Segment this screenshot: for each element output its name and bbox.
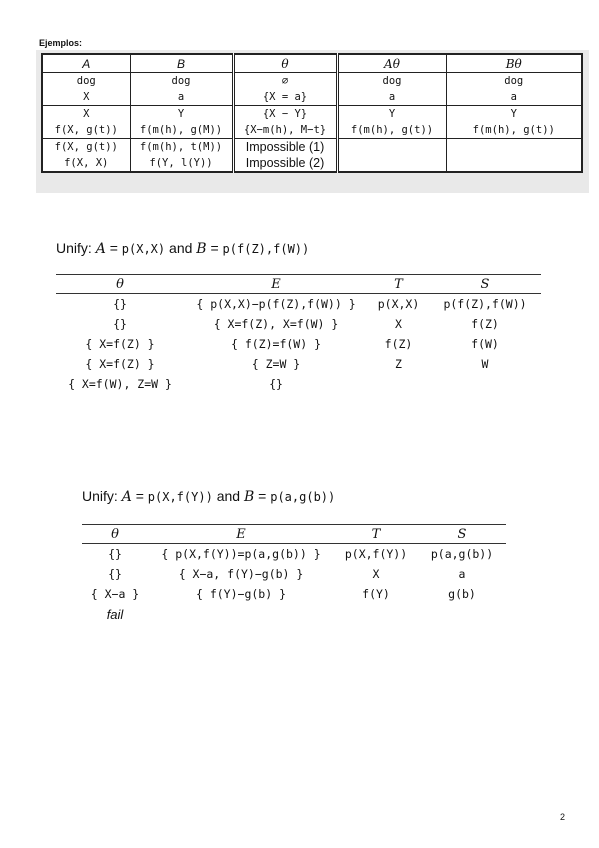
table-cell: f(X, g(t)) f(X, X) xyxy=(42,139,130,173)
table-cell: Y f(m(h), g(t)) xyxy=(337,106,446,139)
table-row xyxy=(56,314,541,334)
table-cell: { X−a, f(Y)−g(b) } xyxy=(178,567,304,581)
section-heading: Ejemplos: xyxy=(39,38,83,48)
table-cell: X f(X, g(t)) xyxy=(42,106,130,139)
header-theta: θ xyxy=(82,525,148,544)
table-cell: p(a,g(b)) xyxy=(430,547,494,561)
header-b-theta: Bθ xyxy=(446,54,582,73)
a-symbol: A xyxy=(121,489,132,505)
header-e: E xyxy=(148,525,334,544)
table-cell: { X−a } xyxy=(90,587,140,601)
table-cell: f(Y) xyxy=(362,587,390,601)
unify-1-title: Unify: A = p(X,X) and B = p(f(Z),f(W)) xyxy=(56,240,310,257)
table-row xyxy=(82,544,506,565)
table-cell xyxy=(429,374,541,394)
table-cell: f(Z) xyxy=(471,317,499,331)
table-cell: {X − Y} {X−m(h), M−t} xyxy=(233,106,337,139)
fail-label: fail xyxy=(106,606,124,622)
header-t: T xyxy=(368,275,429,294)
unify-label: Unify: xyxy=(56,240,92,256)
table-cell: { p(X,X)−p(f(Z),f(W)) } xyxy=(196,297,356,311)
table-cell: {} xyxy=(108,547,122,561)
header-t: T xyxy=(334,525,418,544)
b-term: p(a,g(b)) xyxy=(270,490,336,504)
table-cell: { f(Z)=f(W) } xyxy=(230,337,321,351)
table-cell: Impossible (1) Impossible (2) xyxy=(233,139,337,173)
header-s: S xyxy=(418,525,506,544)
table-row xyxy=(56,374,541,394)
table-cell xyxy=(368,374,429,394)
table-cell: { X=f(W), Z=W } xyxy=(68,377,172,391)
table-row xyxy=(56,334,541,354)
table-row xyxy=(82,564,506,584)
table-row xyxy=(82,604,506,624)
table-cell: f(m(h), t(M)) f(Y, l(Y)) xyxy=(130,139,233,173)
page-number: 2 xyxy=(559,812,565,822)
b-term: p(f(Z),f(W)) xyxy=(222,242,310,256)
table-cell: f(W) xyxy=(471,337,499,351)
table-cell: Y f(m(h), g(t)) xyxy=(446,106,582,139)
unify-2-title: Unify: A = p(X,f(Y)) and B = p(a,g(b)) xyxy=(82,488,336,505)
a-symbol: A xyxy=(95,241,106,257)
a-term: p(X,X) xyxy=(121,242,166,256)
table-cell: { Z=W } xyxy=(251,357,301,371)
header-b: B xyxy=(130,54,233,73)
examples-table xyxy=(41,53,583,173)
table-cell: dog a xyxy=(130,73,233,106)
table-cell: ∅ {X = a} xyxy=(233,73,337,106)
table-cell: a xyxy=(458,567,466,581)
table-cell: f(Z) xyxy=(384,337,413,351)
header-a-theta: Aθ xyxy=(337,54,446,73)
table-cell: dog X xyxy=(42,73,130,106)
table-row xyxy=(42,139,582,173)
table-row xyxy=(42,73,582,106)
table-cell: { X=f(Z), X=f(W) } xyxy=(213,317,339,331)
table-cell: Z xyxy=(395,357,402,371)
table-cell: p(f(Z),f(W)) xyxy=(443,297,527,311)
examples-table-panel xyxy=(36,50,589,193)
header-theta: θ xyxy=(56,275,184,294)
table-row xyxy=(56,354,541,374)
table-cell: W xyxy=(481,357,489,371)
header-a: A xyxy=(42,54,130,73)
unify-label: Unify: xyxy=(82,488,118,504)
header-theta: θ xyxy=(233,54,337,73)
and-text: and xyxy=(169,240,193,256)
table-cell: { X=f(Z) } xyxy=(85,357,155,371)
table-cell: {} xyxy=(108,567,122,581)
table-row xyxy=(56,294,541,315)
table-cell: p(X,f(Y)) xyxy=(344,547,408,561)
unify-2-table xyxy=(82,524,506,624)
table-cell: dog a xyxy=(337,73,446,106)
table-cell: { f(Y)−g(b) } xyxy=(195,587,286,601)
table-cell: { X=f(Z) } xyxy=(85,337,155,351)
a-term: p(X,f(Y)) xyxy=(147,490,213,504)
table-cell: g(b) xyxy=(448,587,476,601)
table-cell: {} xyxy=(113,317,127,331)
b-symbol: B xyxy=(196,241,207,257)
table-row xyxy=(42,106,582,139)
header-e: E xyxy=(184,275,368,294)
table-row xyxy=(82,584,506,604)
b-symbol: B xyxy=(243,489,255,505)
table-cell: { p(X,f(Y))=p(a,g(b)) } xyxy=(161,547,321,561)
table-cell: p(X,X) xyxy=(377,297,420,311)
header-s: S xyxy=(429,275,541,294)
table-cell xyxy=(446,139,582,173)
table-cell: Y f(m(h), g(M)) xyxy=(130,106,233,139)
table-cell: dog a xyxy=(446,73,582,106)
table-cell xyxy=(337,139,446,173)
table-cell: X xyxy=(372,567,380,581)
table-cell: {} xyxy=(269,377,283,391)
table-cell: X xyxy=(395,317,402,331)
table-cell: {} xyxy=(113,297,127,311)
unify-1-table xyxy=(56,274,541,394)
and-text: and xyxy=(216,488,241,504)
